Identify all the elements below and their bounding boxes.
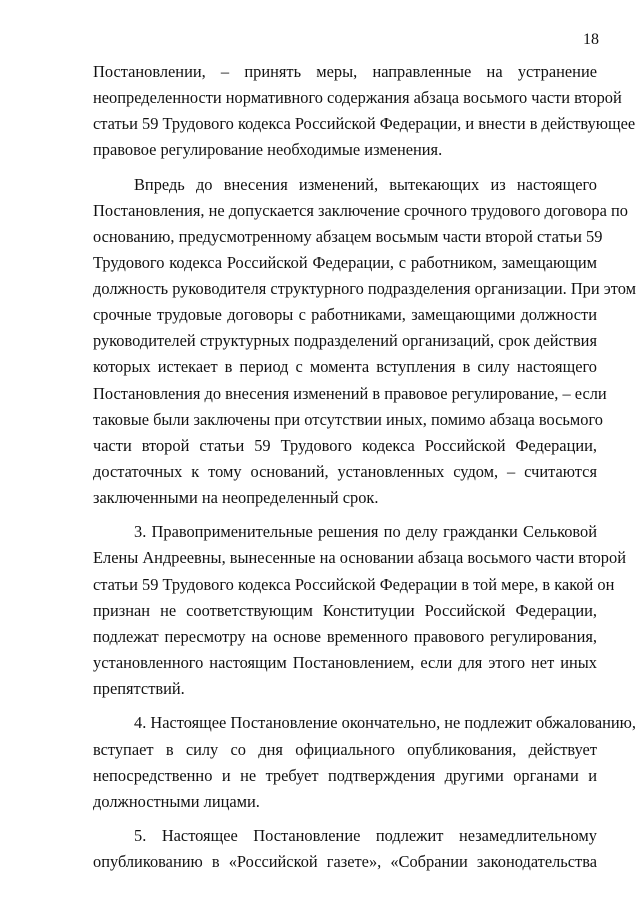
text-line: должностными лицами. bbox=[93, 791, 260, 811]
text-line: основанию, предусмотренному абзацем восьмым части второй статьи 59 bbox=[93, 226, 603, 246]
paragraph-gap bbox=[93, 511, 597, 519]
text-line: статьи 59 Трудового кодекса Российской Федерации, и внести в действующее bbox=[93, 114, 636, 134]
text-line: 5. Настоящее Постановление подлежит незамедлительному bbox=[134, 826, 597, 846]
text-line: таковые были заключены при отсутствии иных, помимо абзаца восьмого bbox=[93, 409, 603, 429]
text-line: должность руководителя структурного подразделения организации. При этом bbox=[93, 279, 636, 299]
text-line: статьи 59 Трудового кодекса Российской Федерации в той мере, в какой он bbox=[93, 574, 615, 594]
text-line: срочные трудовые договоры с работниками, замещающими должности bbox=[93, 305, 597, 325]
text-line: Елены Андреевны, вынесенные на основании абзаца восьмого части второй bbox=[93, 548, 626, 568]
text-line: заключенными на неопределенный срок. bbox=[93, 487, 379, 507]
text-line: Постановлении, – принять меры, направленные на устранение bbox=[93, 62, 597, 81]
text-line: достаточных к тому оснований, установленных судом, – считаются bbox=[93, 461, 597, 481]
paragraph-gap bbox=[93, 163, 597, 171]
text-line: опубликованию в «Российской газете», «Собрании законодательства bbox=[93, 852, 597, 872]
text-line: правовое регулирование необходимые изменения. bbox=[93, 140, 443, 160]
text-line: неопределенности нормативного содержания абзаца восьмого части второй bbox=[93, 88, 622, 108]
text-line: части второй статьи 59 Трудового кодекса Российской Федерации, bbox=[93, 435, 597, 455]
text-line: Трудового кодекса Российской Федерации, с работником, замещающим bbox=[93, 253, 597, 273]
paragraph-gap bbox=[93, 702, 597, 710]
text-line: вступает в силу со дня официального опубликования, действует bbox=[93, 739, 597, 759]
text-line: признан не соответствующим Конституции Российской Федерации, bbox=[93, 600, 597, 620]
text-line: 3. Правоприменительные решения по делу гражданки Сельковой bbox=[134, 522, 597, 542]
text-line: Впредь до внесения изменений, вытекающих из настоящего bbox=[134, 174, 597, 194]
page-number: 18 bbox=[583, 31, 599, 48]
text-line: руководителей структурных подразделений организаций, срок действия bbox=[93, 331, 597, 351]
text-line: подлежат пересмотру на основе временного правового регулирования, bbox=[93, 626, 597, 646]
text-line: Постановления до внесения изменений в правовое регулирование, – если bbox=[93, 383, 607, 403]
text-line: которых истекает в период с момента вступления в силу настоящего bbox=[93, 357, 597, 377]
text-line: Постановления, не допускается заключение срочного трудового договора по bbox=[93, 200, 628, 220]
text-line: 4. Настоящее Постановление окончательно, не подлежит обжалованию, bbox=[134, 713, 636, 733]
text-line: препятствий. bbox=[93, 678, 185, 698]
paragraph-gap bbox=[93, 815, 597, 823]
text-line: непосредственно и не требует подтверждения другими органами и bbox=[93, 765, 597, 785]
body-text bbox=[93, 59, 636, 875]
text-line: установленного настоящим Постановлением, если для этого нет иных bbox=[93, 652, 597, 672]
